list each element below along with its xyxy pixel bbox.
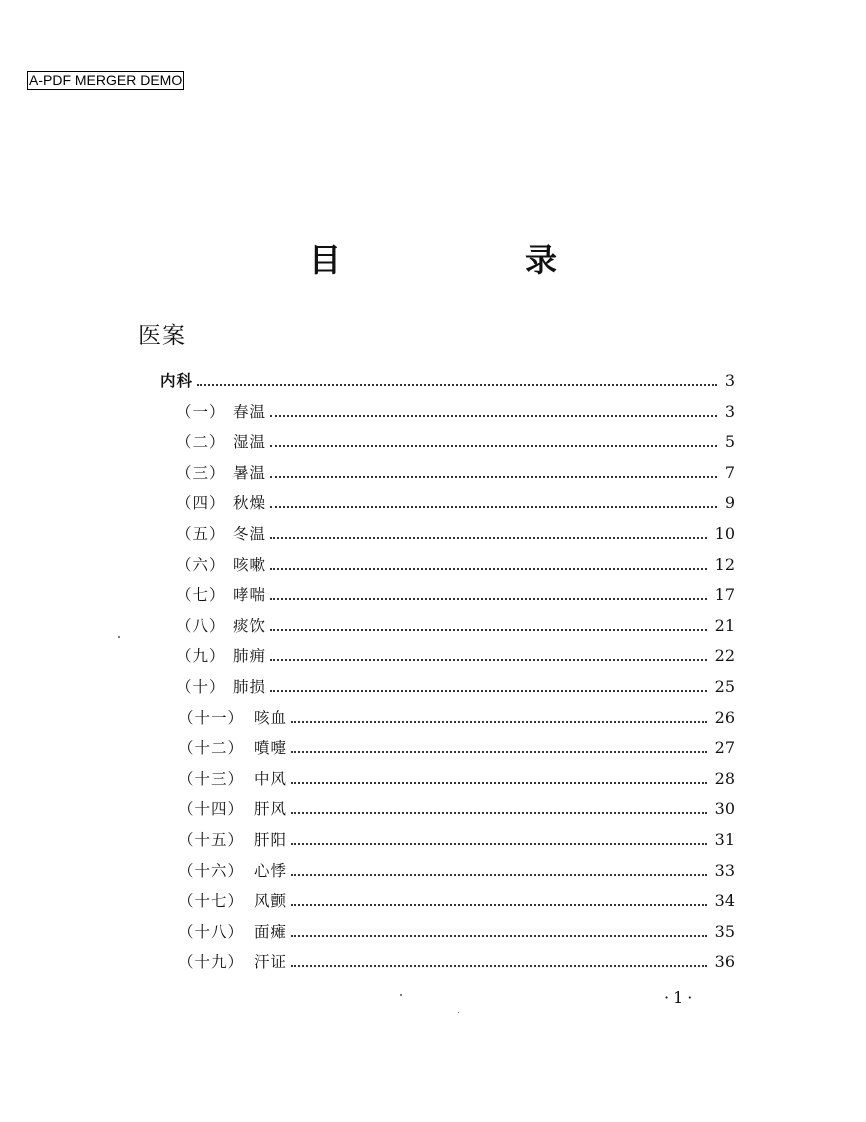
- toc-entry[interactable]: [0, 731, 866, 762]
- toc-entry-page: 17: [714, 585, 735, 605]
- toc-entry-number: （五）: [176, 524, 226, 543]
- page-number: ·1·: [664, 988, 697, 1007]
- toc-entry-number: （三）: [176, 463, 226, 482]
- toc-leader-dots: [270, 598, 707, 600]
- toc-entry[interactable]: [0, 854, 866, 885]
- toc-leader-dots: [270, 568, 707, 570]
- toc-entry[interactable]: [0, 548, 866, 579]
- toc-entry-page: 9: [724, 493, 735, 513]
- toc-leader-dots: [291, 904, 707, 906]
- toc-entry-label: 面瘫: [254, 922, 288, 941]
- toc-entry-number: （十六）: [178, 861, 245, 880]
- toc-entry-label: 秋燥: [233, 494, 267, 513]
- toc-entry-label: 暑温: [233, 463, 267, 482]
- toc-entry-label: 中风: [254, 769, 288, 788]
- toc-entry-number: （四）: [176, 494, 226, 513]
- toc-entry-page: 31: [714, 829, 735, 849]
- toc-entry-page: 27: [714, 738, 735, 758]
- toc-leader-dots: [197, 384, 717, 386]
- toc-entry-number: （十二）: [178, 739, 245, 758]
- toc-entry[interactable]: [0, 486, 866, 517]
- toc-entry-label: 肺痈: [233, 647, 267, 666]
- toc-leader-dots: [270, 537, 707, 539]
- toc-entry-page: 3: [724, 371, 735, 390]
- toc-leader-dots: [291, 935, 707, 937]
- toc-entry-page: 28: [714, 768, 735, 788]
- toc-entry-label: 春温: [233, 402, 267, 421]
- toc-entry[interactable]: [0, 945, 866, 976]
- toc-entry[interactable]: [0, 915, 866, 946]
- toc-entry[interactable]: [0, 395, 866, 426]
- toc-entry-label: 咳血: [254, 708, 288, 727]
- toc-leader-dots: [291, 874, 707, 876]
- toc-leader-dots: [291, 782, 707, 784]
- toc-entry-label: 心悸: [254, 861, 288, 880]
- toc-entry-page: 5: [724, 432, 735, 452]
- toc-entry[interactable]: [0, 639, 866, 670]
- toc-entry-page: 3: [724, 401, 735, 421]
- toc-leader-dots: [270, 476, 717, 478]
- toc-entry-number: （六）: [176, 555, 226, 574]
- toc-leader-dots: [270, 690, 707, 692]
- toc-entry-number: （十八）: [178, 922, 245, 941]
- toc-entry[interactable]: [0, 425, 866, 456]
- toc-leader-dots: [270, 659, 707, 661]
- toc-entry-page: 21: [714, 615, 735, 635]
- toc-entry-label: 肝阳: [254, 830, 288, 849]
- toc-entry-label: 湿温: [233, 433, 267, 452]
- toc-leader-dots: [270, 629, 707, 631]
- toc-entry-label: 内科: [160, 371, 194, 390]
- toc-entry[interactable]: [0, 578, 866, 609]
- toc-leader-dots: [291, 812, 707, 814]
- toc-entry-number: （二）: [176, 433, 226, 452]
- toc-leader-dots: [291, 843, 707, 845]
- toc-entry-number: （九）: [176, 647, 226, 666]
- toc-leader-dots: [270, 506, 717, 508]
- toc-entry-number: （十七）: [178, 892, 245, 911]
- toc-entry-label: 冬温: [233, 524, 267, 543]
- toc-leader-dots: [291, 965, 707, 967]
- toc-entry-page: 10: [714, 523, 735, 543]
- toc-entry-number: （十五）: [178, 830, 245, 849]
- toc-entry-label: 肝风: [254, 800, 288, 819]
- toc-entry-page: 30: [714, 799, 735, 819]
- toc-entry-page: 33: [714, 860, 735, 880]
- toc-entry-number: （十一）: [178, 708, 245, 727]
- toc-entry-label: 咳嗽: [233, 555, 267, 574]
- toc-leader-dots: [270, 415, 717, 417]
- scan-speck: [118, 636, 120, 638]
- toc-leader-dots: [291, 751, 707, 753]
- toc-entry-number: （一）: [176, 402, 226, 421]
- toc-entry-page: 12: [714, 554, 735, 574]
- toc-entry-number: （十三）: [178, 769, 245, 788]
- toc-entry-page: 35: [714, 921, 735, 941]
- toc-entry-page: 34: [714, 891, 735, 911]
- toc-entry-number: （七）: [176, 586, 226, 605]
- toc-entry-number: （十九）: [178, 953, 245, 972]
- toc-entry[interactable]: [0, 609, 866, 640]
- toc-leader-dots: [270, 445, 717, 447]
- watermark: A-PDF MERGER DEMO: [29, 72, 183, 88]
- toc-entry[interactable]: [0, 792, 866, 823]
- toc-entry-page: 22: [714, 646, 735, 666]
- section-title: 医案: [138, 323, 186, 349]
- toc-entry-page: 25: [714, 676, 735, 696]
- toc-entry-page: 26: [714, 707, 735, 727]
- toc-entry-page: 7: [724, 462, 735, 482]
- toc-entry[interactable]: [0, 517, 866, 548]
- toc-entry-label: 痰饮: [233, 616, 267, 635]
- toc-entry-page: 36: [714, 952, 735, 972]
- toc-entry-label: 汗证: [254, 953, 288, 972]
- toc-entry[interactable]: [0, 823, 866, 854]
- page-title: 目 录: [308, 241, 633, 279]
- toc-entry[interactable]: [0, 456, 866, 487]
- toc-entry-label: 肺损: [233, 677, 267, 696]
- toc-entry[interactable]: [0, 884, 866, 915]
- scan-speck: [458, 1012, 459, 1013]
- toc-entry-label: 哮喘: [233, 586, 267, 605]
- toc-entry[interactable]: [0, 701, 866, 732]
- toc-entry[interactable]: [0, 762, 866, 793]
- toc-entry-label: 噴嚏: [254, 739, 288, 758]
- toc-entry-number: （八）: [176, 616, 226, 635]
- scan-speck: [400, 994, 402, 996]
- table-of-contents: [0, 364, 866, 976]
- toc-entry[interactable]: [0, 364, 866, 395]
- toc-entry-number: （十四）: [178, 800, 245, 819]
- toc-entry-number: （十）: [176, 677, 226, 696]
- toc-entry-label: 风颤: [254, 892, 288, 911]
- toc-leader-dots: [291, 721, 707, 723]
- toc-entry[interactable]: [0, 670, 866, 701]
